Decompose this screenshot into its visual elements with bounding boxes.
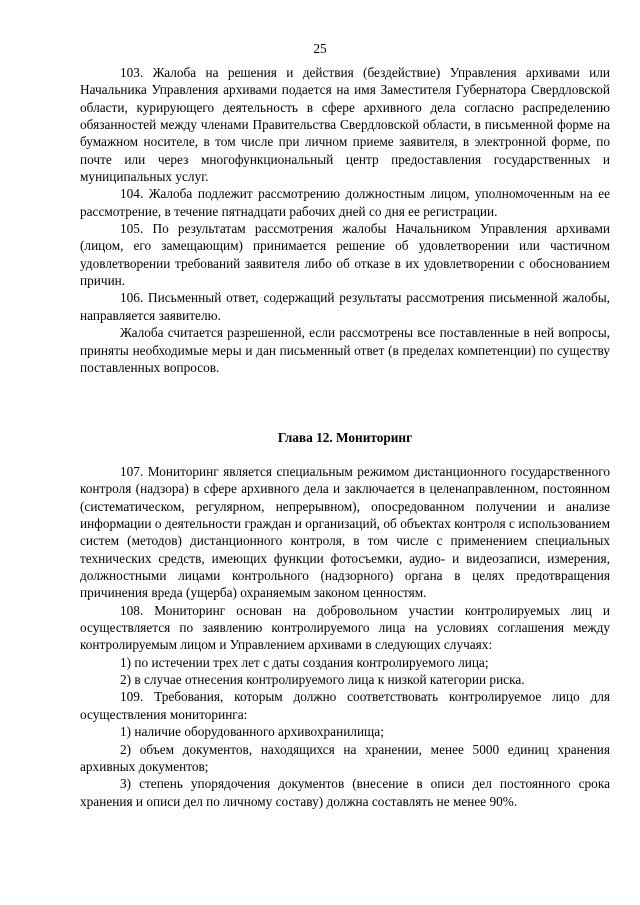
page-number: 25 [313, 41, 327, 56]
paragraph-106: 106. Письменный ответ, содержащий результаты рассмотрения письменной жалобы, направляется заявителю. [80, 290, 610, 323]
list-item: 2) в случае отнесения контролируемого лица к низкой категории риска. [120, 672, 525, 688]
paragraph-104: 104. Жалоба подлежит рассмотрению должностным лицом, уполномоченным на ее рассмотрение, в течение пятнадцати рабочих дней со дня ее регистрации. [80, 186, 610, 219]
list-item: 3) степень упорядочения документов (внесение в описи дел постоянного срока хранения и описи дел по личному составу) должна составлять не менее 90%. [80, 776, 610, 809]
section-complaints [80, 64, 610, 376]
paragraph-107: 107. Мониторинг является специальным режимом дистанционного государственного контроля (надзора) в сфере архивного дела и заключается в целенаправленном, постоянном (систематическом, регулярном, непрерывном), опосредованном получении и анализе информации о деятельности граждан и организаций, об объектах контроля с использованием систем (методов) дистанционного контроля, в том числе с применением специальных технических средств, имеющих функции фотосъемки, аудио- и видеозаписи, измерения, должностными лицами контрольного (надзорного) органа в целях предотвращения причинения вреда (ущерба) охраняемым законом ценностям. [80, 464, 610, 601]
paragraph-103: 103. Жалоба на решения и действия (бездействие) Управления архивами или Начальника Управления архивами подается на имя Заместителя Губернатора Свердловской области, курирующего деятельность в сфере архивного дела согласно распределению обязанностей между членами Правительства Свердловской области, в письменной форме на бумажном носителе, в том числе при личном приеме заявителя, в электронной форме, по почте или через многофункциональный центр предоставления государственных и муниципальных услуг. [80, 65, 610, 185]
chapter-title: Глава 12. Мониторинг [277, 430, 413, 445]
paragraph-108: 108. Мониторинг основан на добровольном участии контролируемых лиц и осуществляется по заявлению контролируемого лица на условиях соглашения между контролируемым лицом и Управлением архивами в следующих случаях: [80, 602, 610, 653]
paragraph-resolved: Жалоба считается разрешенной, если рассмотрены все поставленные в ней вопросы, приняты необходимые меры и дан письменный ответ (в пределах компетенции) по существу поставленных вопросов. [80, 325, 610, 375]
paragraph-109: 109. Требования, которым должно соответствовать контролируемое лицо для осуществления мониторинга: [80, 689, 610, 722]
list-item: 2) объем документов, находящихся на хранении, менее 5000 единиц хранения архивных документов; [80, 741, 610, 774]
list-item: 1) наличие оборудованного архивохранилища; [120, 724, 384, 740]
paragraph-105: 105. По результатам рассмотрения жалобы Начальником Управления архивами (лицом, его замещающим) принимается решение об удовлетворении или частичном удовлетворении требований заявителя либо об отказе в их удовлетворении с обоснованием причин. [80, 221, 610, 289]
list-item: 1) по истечении трех лет с даты создания контролируемого лица; [120, 654, 489, 670]
section-monitoring [80, 463, 610, 810]
